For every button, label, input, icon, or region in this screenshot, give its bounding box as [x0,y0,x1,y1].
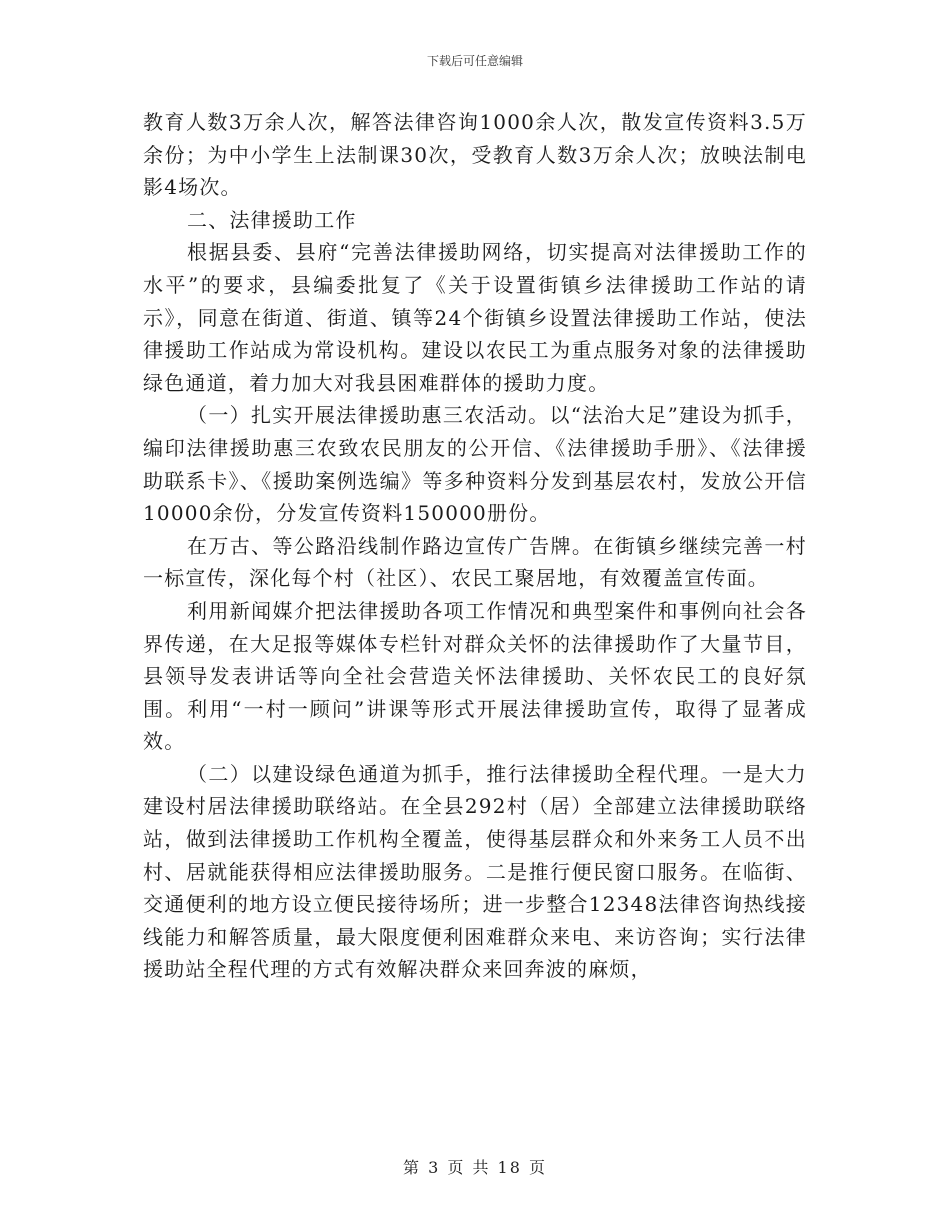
section-heading: 二、法律援助工作 [187,207,357,232]
paragraph: 利用新闻媒介把法律援助各项工作情况和典型案件和事例向社会各界传递，在大足报等媒体专栏针对群众关怀的法律援助作了大量节目，县领导发表讲话等向全社会营造关怀法律援助、关怀农民工的良好氛围。利用“一村一顾问”讲课等形式开展法律援助宣传，取得了显著成效。 [143,598,807,754]
paragraph: （一）扎实开展法律援助惠三农活动。以“法治大足”建设为抓手，编印法律援助惠三农致农民朋友的公开信、《法律援助手册》、《法律援助联系卡》、《援助案例选编》等多种资料分发到基层农村，发放公开信10000余份，分发宣传资料150000册份。 [143,403,807,526]
document-body [143,106,807,986]
paragraph-continuation: 教育人数3万余人次，解答法律咨询1000余人次，散发宣传资料3.5万余份；为中小学生上法制课30次，受教育人数3万余人次；放映法制电影4场次。 [143,110,807,200]
paragraph: 根据县委、县府“完善法律援助网络，切实提高对法律援助工作的水平”的要求，县编委批复了《关于设置街镇乡法律援助工作站的请示》，同意在街道、街道、镇等24个街镇乡设置法律援助工作站，使法律援助工作站成为常设机构。建设以农民工为重点服务对象的法律援助绿色通道，着力加大对我县困难群体的援助力度。 [143,240,807,395]
paragraph: 在万古、等公路沿线制作路边宣传广告牌。在街镇乡继续完善一村一标宣传，深化每个村（社区）、农民工聚居地，有效覆盖宣传面。 [143,533,807,591]
page-number: 第 3 页 共 18 页 [403,1158,547,1177]
paragraph: （二）以建设绿色通道为抓手，推行法律援助全程代理。一是大力建设村居法律援助联络站。在全县292村（居）全部建立法律援助联络站，做到法律援助工作机构全覆盖，使得基层群众和外来务工人员不出村、居就能获得相应法律援助服务。二是推行便民窗口服务。在临街、交通便利的地方设立便民接待场所；进一步整合12348法律咨询热线接线能力和解答质量，最大限度便利困难群众来电、来访咨询；实行法律援助站全程代理的方式有效解决群众来回奔波的麻烦， [143,761,807,982]
page-header: 下载后可任意编辑 [426,54,523,68]
